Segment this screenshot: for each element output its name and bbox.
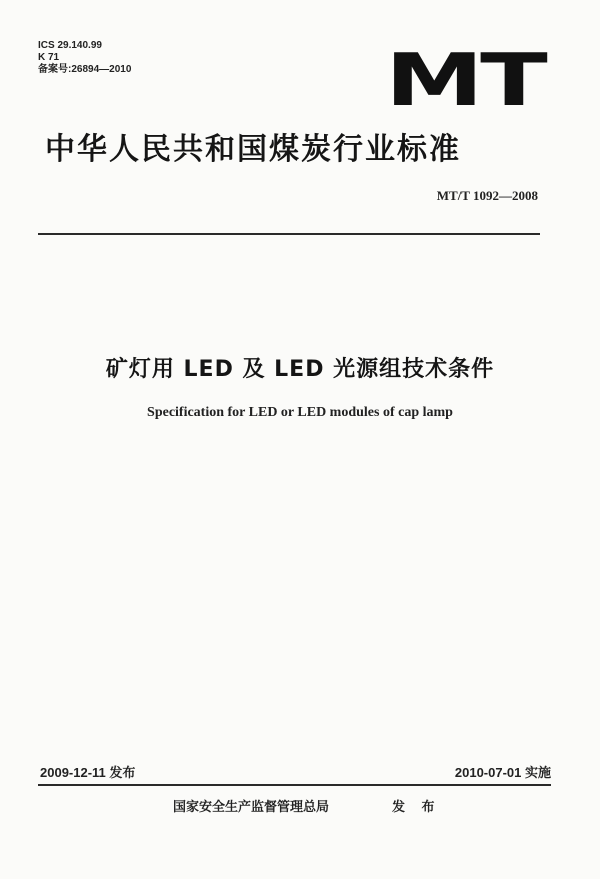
publisher-name: 国家安全生产监督管理总局 bbox=[173, 800, 330, 815]
classification-block bbox=[38, 40, 131, 76]
standard-code: MT/T 1092—2008 bbox=[436, 188, 538, 203]
issue-date: 2009-12-11 发布 bbox=[40, 765, 136, 780]
ccs-code: K 71 bbox=[38, 52, 60, 63]
footer-divider bbox=[38, 784, 551, 786]
standard-type-heading: 中华人民共和国煤炭行业标准 bbox=[45, 132, 461, 167]
header-divider bbox=[38, 233, 540, 235]
document-title-chinese: 矿灯用 LED 及 LED 光源组技术条件 bbox=[105, 357, 495, 382]
implementation-date: 2010-07-01 实施 bbox=[454, 765, 551, 780]
record-number: 备案号:26894—2010 bbox=[38, 64, 132, 75]
ics-code: ICS 29.140.99 bbox=[38, 40, 102, 51]
mt-logo: MT bbox=[385, 37, 545, 123]
publish-label: 发 布 bbox=[392, 800, 441, 815]
document-title-english: Specification for LED or LED modules of cap lamp bbox=[147, 405, 453, 420]
